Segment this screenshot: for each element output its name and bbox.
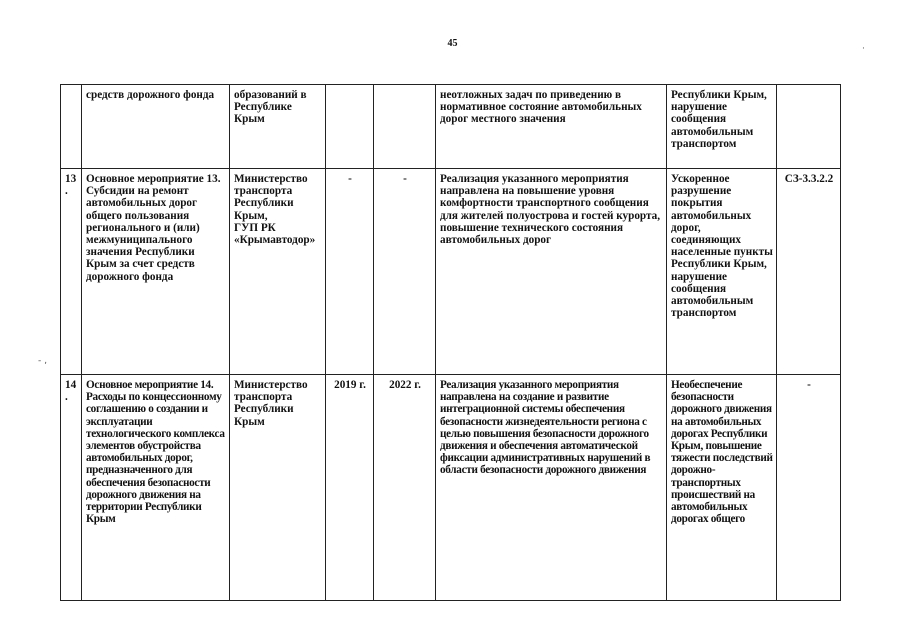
- consequences: Республики Крым, нарушение сообщения автомобильным транспортом: [667, 85, 777, 169]
- consequences: Необеспечение безопасности дорожного движения на автомобильных дорогах Республики Крым, повышение тяжести последствий дорожно-транспортных происшествий на автомобильных дорогах общего: [667, 375, 777, 601]
- end-year: 2022 г.: [374, 375, 436, 601]
- table-row: [61, 85, 841, 169]
- executor: Министерство транспорта Республики Крым: [230, 375, 326, 601]
- row-number: 13.: [61, 169, 82, 375]
- expected-result: Реализация указанного мероприятия направлена на создание и развитие интеграционной системы обеспечения безопасности жизнедеятельности региона с целью повышения безопасности дорожного движения и обеспечения автоматической фиксации административных нарушений в области безопасности дорожного движения: [436, 375, 667, 601]
- measures-table: [60, 84, 841, 601]
- expected-result: Реализация указанного мероприятия направлена на повышение уровня комфортности транспортного сообщения для жителей полуострова и гостей курорта, повышение технического состояния автомобильных дорог: [436, 169, 667, 375]
- table-row: [61, 375, 841, 601]
- executor: образований в Республике Крым: [230, 85, 326, 169]
- start-year: 2019 г.: [326, 375, 374, 601]
- indicator-link: СЗ-3.3.2.2: [777, 169, 841, 375]
- measure-name: средств дорожного фонда: [82, 85, 230, 169]
- measure-name: Основное мероприятие 14. Расходы по концессионному соглашению о создании и эксплуатации технологического комплекса элементов обустройства автомобильных дорог, предназначенного для обеспечения безопасности дорожного движения на территории Республики Крым: [82, 375, 230, 601]
- table-row: [61, 169, 841, 375]
- consequences: Ускоренное разрушение покрытия автомобильных дорог, соединяющих населенные пункты Республики Крым, нарушение сообщения автомобильным транспортом: [667, 169, 777, 375]
- row-number: [61, 85, 82, 169]
- row-number: 14.: [61, 375, 82, 601]
- scan-artifact: ·: [862, 44, 865, 54]
- indicator-link: [777, 85, 841, 169]
- measure-name: Основное мероприятие 13. Субсидии на ремонт автомобильных дорог общего пользования регионального и (или) межмуниципального значения Республики Крым за счет средств дорожного фонда: [82, 169, 230, 375]
- start-year: -: [326, 169, 374, 375]
- scan-artifact: - ‚: [38, 356, 47, 366]
- executor: Министерство транспорта Республики Крым, ГУП РК «Крымавтодор»: [230, 169, 326, 375]
- page-number: 45: [447, 38, 458, 49]
- start-year: [326, 85, 374, 169]
- indicator-link: -: [777, 375, 841, 601]
- end-year: [374, 85, 436, 169]
- end-year: -: [374, 169, 436, 375]
- expected-result: неотложных задач по приведению в нормативное состояние автомобильных дорог местного значения: [436, 85, 667, 169]
